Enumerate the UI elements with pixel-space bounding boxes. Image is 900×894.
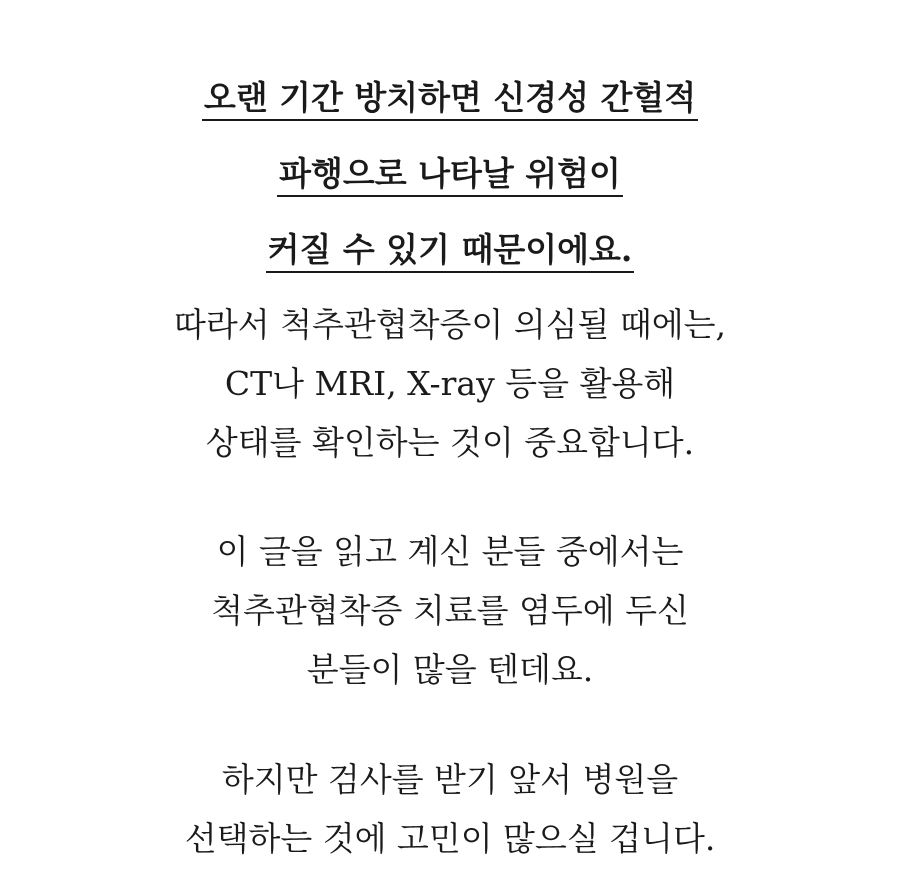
underlined-text: 오랜 기간 방치하면 신경성 간헐적 (202, 77, 698, 121)
paragraph-line (0, 220, 900, 279)
paragraph-line: 척추관협착증 치료를 염두에 두신 (211, 591, 689, 630)
body-paragraph (0, 295, 900, 472)
paragraph-line (0, 144, 900, 203)
paragraph-line: 하지만 검사를 받기 앞서 병원을 (221, 760, 679, 799)
paragraph-line: 상태를 확인하는 것이 중요합니다. (205, 423, 695, 462)
body-paragraph (0, 750, 900, 868)
paragraph-line: CT나 MRI, X-ray 등을 활용해 (224, 364, 676, 403)
paragraph-line: 분들이 많을 텐데요. (306, 650, 594, 689)
paragraph-line: 따라서 척추관협착증이 의심될 때에는, (173, 305, 726, 344)
body-paragraph (0, 522, 900, 699)
paragraph-line (0, 68, 900, 127)
emphasis-paragraph (0, 68, 900, 279)
underlined-text: 파행으로 나타날 위험이 (277, 153, 623, 197)
paragraph-line: 선택하는 것에 고민이 많으실 겁니다. (184, 819, 716, 858)
underlined-text: 커질 수 있기 때문이에요. (266, 229, 635, 273)
paragraph-line: 이 글을 읽고 계신 분들 중에서는 (216, 532, 684, 571)
